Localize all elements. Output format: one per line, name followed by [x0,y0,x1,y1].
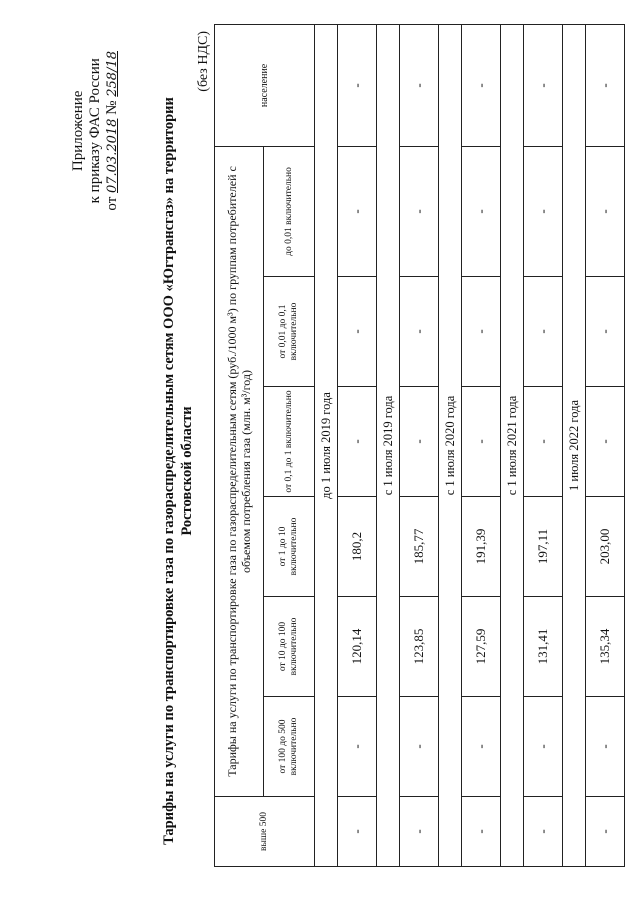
tariff-cell: - [524,387,563,497]
table-row [338,24,377,866]
tariff-cell: - [586,697,625,797]
appendix-label: Приложение [70,90,86,172]
tariff-cell: 120,14 [338,597,377,697]
handwritten-order-number: 258/18 [105,51,120,97]
tariff-cell: - [586,146,625,276]
header-col-above-500: выше 500 [215,797,315,867]
rotated-document-page [10,17,630,887]
period-label: до 1 июля 2019 года [315,24,338,866]
period-row [563,24,586,866]
tariff-cell: - [400,697,439,797]
tariff-cell: - [524,146,563,276]
header-col-100-500: от 100 до 500 включительно [264,697,315,797]
table-row [400,24,439,866]
tariff-cell: - [462,797,501,867]
tariff-cell: - [400,146,439,276]
period-label: с 1 июля 2019 года [377,24,400,866]
tariff-cell: - [338,797,377,867]
table-row [586,24,625,866]
document-title: Тарифы на услуги по транспортировке газа по газораспределительным сетям ООО «Югтрансгаз» на территории Ростовской области [161,97,195,845]
header-col-0_1-1: от 0,1 до 1 включительно [264,387,315,497]
tariff-cell: - [338,24,377,146]
period-row [315,24,338,866]
tariff-cell: - [400,24,439,146]
header-col-population: население [215,24,315,146]
tariff-cell: - [338,387,377,497]
tariff-cell: - [524,697,563,797]
vat-note: (без НДС) [196,31,211,92]
table-row [524,24,563,866]
period-row [501,24,524,866]
tariff-cell: 131,41 [524,597,563,697]
tariff-cell: - [586,24,625,146]
tariff-cell: 180,2 [338,497,377,597]
order-reference: к приказу ФАС России [87,58,103,204]
tariff-cell: 127,59 [462,597,501,697]
table-row [462,24,501,866]
tariff-table [214,24,625,867]
period-label: с 1 июля 2021 года [501,24,524,866]
header-col-1-10: от 1 до 10 включительно [264,497,315,597]
order-date-number: от 07.03.2018 № 258/18 [104,51,120,211]
tariff-group-header: Тарифы на услуги по транспортировке газа по газораспределительным сетям (руб./1000 м³) по группам потребителей с объемом потребления газа (млн. м³/год) [215,146,264,796]
tariff-cell: - [400,387,439,497]
tariff-cell: 203,00 [586,497,625,597]
tariff-cell: - [462,697,501,797]
period-row [377,24,400,866]
tariff-cell: - [524,277,563,387]
tariff-cell: 135,34 [586,597,625,697]
tariff-cell: - [586,387,625,497]
tariff-cell: - [586,277,625,387]
tariff-cell: - [462,387,501,497]
tariff-cell: - [524,797,563,867]
tariff-cell: 197,11 [524,497,563,597]
tariff-cell: - [338,146,377,276]
period-label: с 1 июля 2020 года [439,24,462,866]
tariff-cell: - [586,797,625,867]
tariff-cell: 191,39 [462,497,501,597]
tariff-cell: - [338,697,377,797]
tariff-cell: - [338,277,377,387]
tariff-cell: - [400,797,439,867]
tariff-cell: - [462,146,501,276]
appendix-block [70,51,121,211]
handwritten-date: 07.03.2018 [105,118,120,193]
tariff-cell: - [400,277,439,387]
period-row [439,24,462,866]
header-col-0_01-0_1: от 0,01 до 0,1 включительно [264,277,315,387]
tariff-cell: 185,77 [400,497,439,597]
header-col-up-to-0_01: до 0,01 включительно [264,146,315,276]
period-label: 1 июля 2022 года [563,24,586,866]
tariff-cell: - [462,277,501,387]
header-col-10-100: от 10 до 100 включительно [264,597,315,697]
tariff-cell: 123,85 [400,597,439,697]
tariff-cell: - [524,24,563,146]
tariff-cell: - [462,24,501,146]
